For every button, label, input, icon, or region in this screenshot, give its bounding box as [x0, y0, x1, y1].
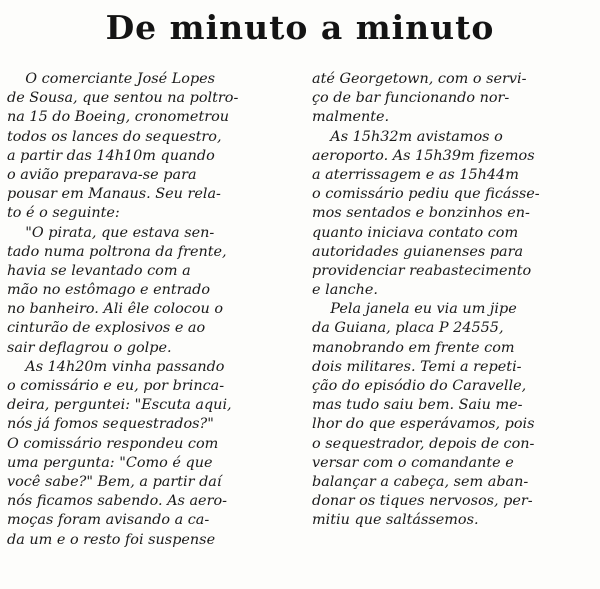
text-line: versar com o comandante e — [312, 454, 514, 471]
text-line: donar os tiques nervosos, per- — [312, 493, 533, 510]
text-line: to é o seguinte: — [7, 205, 120, 222]
text-line: mão no estômago e entrado — [7, 282, 210, 299]
left-column — [7, 70, 291, 550]
text-line: quanto iniciava contato com — [312, 224, 519, 241]
text-line: lhor do que esperávamos, pois — [312, 416, 535, 433]
text-line: da um e o resto foi suspense — [7, 531, 216, 548]
text-line: no banheiro. Ali êle colocou o — [7, 301, 223, 318]
text-line: você sabe?" Bem, a partir daí — [7, 473, 222, 490]
text-line: "O pirata, que estava sen- — [7, 224, 215, 241]
text-line: nós já fomos sequestrados?" — [7, 416, 214, 433]
text-line: o avião preparava-se para — [7, 166, 197, 183]
text-line: pousar em Manaus. Seu rela- — [7, 186, 221, 203]
text-line: sair deflagrou o golpe. — [7, 339, 172, 356]
text-line: uma pergunta: "Como é que — [7, 454, 213, 471]
text-line: aeroporto. As 15h39m fizemos — [312, 147, 535, 164]
text-line: mos sentados e bonzinhos en- — [312, 205, 530, 222]
text-line: ção do episódio do Caravelle, — [312, 378, 527, 394]
text-line: até Georgetown, com o servi- — [312, 71, 527, 87]
text-line: de Sousa, que sentou na poltro- — [7, 90, 239, 107]
text-line: Pela janela eu via um jipe — [312, 301, 517, 318]
headline: De minuto a minuto — [105, 8, 495, 47]
text-line: providenciar reabastecimento — [312, 262, 532, 279]
text-line: havia se levantado com a — [7, 262, 191, 279]
text-line: o comissário e eu, por brinca- — [7, 378, 225, 394]
text-line: o sequestrador, depois de con- — [312, 435, 535, 452]
text-line: nós ficamos sabendo. As aero- — [7, 493, 227, 510]
text-line: o comissário pediu que ficásse- — [312, 186, 540, 203]
text-line: manobrando em frente com — [312, 339, 515, 356]
text-line: da Guiana, placa P 24555, — [312, 320, 504, 337]
text-line: As 15h32m avistamos o — [312, 128, 503, 145]
text-line: malmente. — [312, 109, 390, 126]
text-line: a aterrissagem e as 15h44m — [312, 166, 519, 183]
text-line: todos os lances do sequestro, — [7, 128, 222, 145]
text-line: ço de bar funcionando nor- — [312, 90, 510, 107]
text-line: O comissário respondeu com — [7, 435, 219, 452]
right-column — [312, 70, 595, 531]
text-line: autoridades guianenses para — [312, 243, 524, 260]
text-line: mas tudo saiu bem. Saiu me- — [312, 397, 523, 414]
text-line: As 14h20m vinha passando — [7, 358, 225, 375]
text-line: cinturão de explosivos e ao — [7, 320, 206, 337]
text-line: a partir das 14h10m quando — [7, 147, 215, 164]
text-line: balançar a cabeça, sem aban- — [312, 473, 529, 490]
text-line: O comerciante José Lopes — [7, 71, 216, 87]
text-line: e lanche. — [312, 282, 378, 299]
text-line: na 15 do Boeing, cronometrou — [7, 109, 230, 126]
text-line: tado numa poltrona da frente, — [7, 243, 227, 260]
text-line: deira, perguntei: "Escuta aqui, — [7, 397, 232, 414]
text-line: dois militares. Temi a repeti- — [312, 358, 522, 375]
text-line: moças foram avisando a ca- — [7, 512, 210, 529]
text-line: mitiu que saltássemos. — [312, 512, 479, 529]
